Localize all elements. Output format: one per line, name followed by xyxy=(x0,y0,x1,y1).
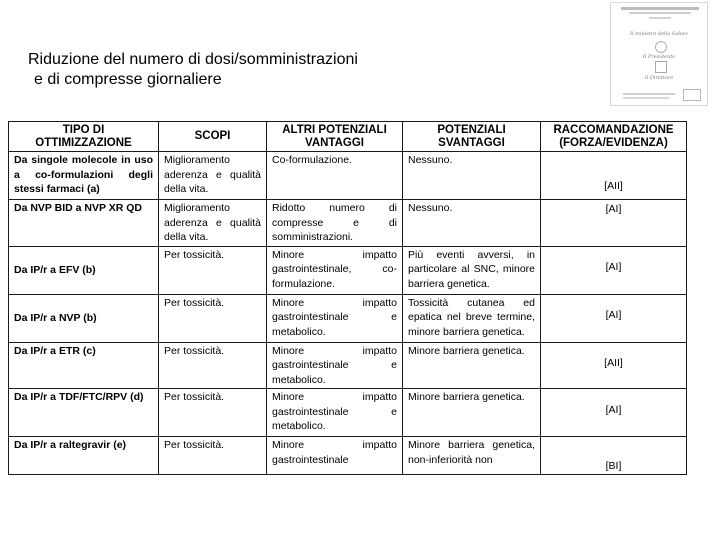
advantages-cell: Ridotto numero di compresse e di somministrazioni. xyxy=(267,200,403,247)
aims-cell: Per tossicità. xyxy=(159,389,267,437)
advantages-cell: Minore impatto gastrointestinale e metabolico. xyxy=(267,294,403,342)
column-header: RACCOMANDAZIONE (FORZA/EVIDENZA) xyxy=(541,122,687,152)
slide-title xyxy=(28,50,358,90)
table-row xyxy=(9,389,687,437)
optimization-type-cell: Da IP/r a EFV (b) xyxy=(9,246,159,294)
table-row xyxy=(9,437,687,475)
advantages-cell: Minore impatto gastrointestinale e metabolico. xyxy=(267,389,403,437)
table-header-row xyxy=(9,122,687,152)
recommendation-cell: [BI] xyxy=(541,437,687,475)
recommendation-cell: [AI] xyxy=(541,246,687,294)
disadvantages-cell: Più eventi avversi, in particolare al SNC, minore barriera genetica. xyxy=(403,246,541,294)
recommendation-cell: [AI] xyxy=(541,389,687,437)
table-row xyxy=(9,342,687,389)
optimization-type-cell: Da IP/r a NVP (b) xyxy=(9,294,159,342)
logo-icon xyxy=(683,89,701,101)
recommendation-cell: [AI] xyxy=(541,200,687,247)
aims-cell: Per tossicità. xyxy=(159,294,267,342)
thumbnail-date-line xyxy=(649,17,671,19)
disadvantages-cell: Minore barriera genetica, non-inferiorità non xyxy=(403,437,541,475)
disadvantages-cell: Nessuno. xyxy=(403,152,541,200)
document-thumbnail xyxy=(610,2,708,106)
slide-title-line-2: e di compresse giornaliere xyxy=(34,71,222,88)
advantages-cell: Minore impatto gastrointestinale, co-formulazione. xyxy=(267,246,403,294)
disadvantages-cell: Minore barriera genetica. xyxy=(403,389,541,437)
disadvantages-cell: Minore barriera genetica. xyxy=(403,342,541,389)
advantages-cell: Minore impatto gastrointestinale e metabolico. xyxy=(267,342,403,389)
column-header: POTENZIALI SVANTAGGI xyxy=(403,122,541,152)
aims-cell: Per tossicità. xyxy=(159,246,267,294)
thumbnail-footer-line xyxy=(623,93,675,95)
recommendation-cell: [AII] xyxy=(541,152,687,200)
column-header: SCOPI xyxy=(159,122,267,152)
thumbnail-signature: Il Presidente xyxy=(642,54,676,60)
advantages-cell: Minore impatto gastrointestinale xyxy=(267,437,403,475)
disadvantages-cell: Nessuno. xyxy=(403,200,541,247)
table-row xyxy=(9,200,687,247)
disadvantages-cell: Tossicità cutanea ed epatica nel breve termine, minore barriera genetica. xyxy=(403,294,541,342)
aims-cell: Per tossicità. xyxy=(159,437,267,475)
recommendation-cell: [AI] xyxy=(541,294,687,342)
aims-cell: Miglioramento aderenza e qualità della vita. xyxy=(159,152,267,200)
optimization-type-cell: Da singole molecole in uso a co-formulazioni degli stessi farmaci (a) xyxy=(9,152,159,200)
optimization-type-cell: Da IP/r a ETR (c) xyxy=(9,342,159,389)
recommendation-cell: [AII] xyxy=(541,342,687,389)
emblem-icon xyxy=(655,61,667,73)
aims-cell: Miglioramento aderenza e qualità della vita. xyxy=(159,200,267,247)
thumbnail-footer-line xyxy=(623,97,669,99)
table-row xyxy=(9,152,687,200)
seal-icon xyxy=(655,41,667,53)
column-header: TIPO DI OTTIMIZZAZIONE xyxy=(9,122,159,152)
recommendations-table xyxy=(8,121,686,472)
aims-cell: Per tossicità. xyxy=(159,342,267,389)
table-row xyxy=(9,246,687,294)
thumbnail-subheading-line xyxy=(629,12,691,14)
advantages-cell: Co-formulazione. xyxy=(267,152,403,200)
slide-title-line-1: Riduzione del numero di dosi/somministrazioni xyxy=(28,51,358,68)
optimization-type-cell: Da IP/r a raltegravir (e) xyxy=(9,437,159,475)
table-row xyxy=(9,294,687,342)
thumbnail-heading-line xyxy=(621,7,699,10)
thumbnail-signature: Il ministro della Salute xyxy=(629,31,688,37)
thumbnail-signature: Il Direttore xyxy=(644,75,674,81)
optimization-type-cell: Da NVP BID a NVP XR QD xyxy=(9,200,159,247)
optimization-type-cell: Da IP/r a TDF/FTC/RPV (d) xyxy=(9,389,159,437)
column-header: ALTRI POTENZIALI VANTAGGI xyxy=(267,122,403,152)
